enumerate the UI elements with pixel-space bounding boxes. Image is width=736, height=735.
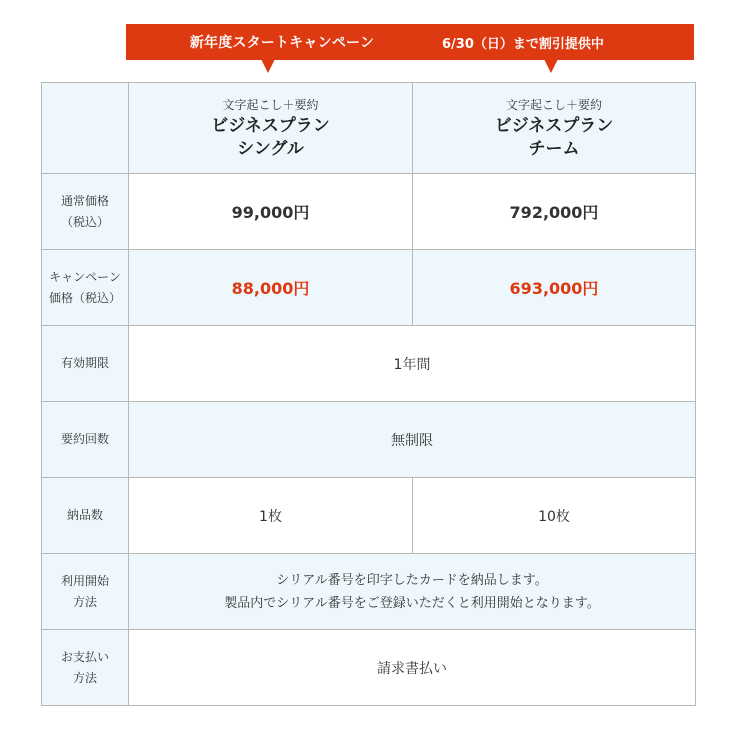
row-label-validity [42,326,129,402]
table-row [42,554,696,630]
row-label-line2: 方法 [72,670,97,685]
start-method-line1: シリアル番号を印字したカードを納品します。 [276,572,548,588]
summary-count-value: 無制限 [391,432,433,449]
row-label-payment [42,630,129,706]
regular-price-team: 792,000円 [509,203,599,222]
cell-payment [129,630,696,706]
plan-header-single [129,83,413,174]
banner-pointer-team [544,59,558,73]
row-label-line1: 通常価格 [60,193,109,208]
plan-name-line1: ビジネスプラン [494,116,614,136]
row-label-line2: （税込） [60,214,109,229]
campaign-banner [126,24,694,60]
row-label: 有効期限 [60,356,109,370]
campaign-deadline: 6/30（日）まで割引提供中 [442,36,604,52]
start-method-line2: 製品内でシリアル番号をご登録いただくと利用開始となります。 [224,595,600,611]
table-header-row [42,83,696,174]
row-label-line2: 方法 [72,594,97,609]
cell-summary-count [129,402,696,478]
delivery-count-team: 10枚 [538,508,570,525]
row-label-delivery-count [42,478,129,554]
cell-campaign-price-single [129,250,413,326]
validity-value: 1年間 [393,356,431,373]
cell-regular-price-team [413,174,696,250]
plan-subtitle: 文字起こし＋要約 [222,98,319,112]
row-label-campaign-price [42,250,129,326]
row-label-line2: 価格（税込） [48,290,121,305]
cell-delivery-team [413,478,696,554]
table-row [42,250,696,326]
row-label-line1: お支払い [60,649,109,664]
cell-regular-price-single [129,174,413,250]
campaign-price-single: 88,000円 [231,279,310,298]
cell-validity [129,326,696,402]
plan-name-line2: シングル [237,139,304,159]
table-row [42,174,696,250]
plan-comparison-table [41,82,696,706]
cell-campaign-price-team [413,250,696,326]
plan-subtitle: 文字起こし＋要約 [505,98,602,112]
table-row [42,326,696,402]
campaign-title: 新年度スタートキャンペーン [189,35,375,51]
row-label-regular-price [42,174,129,250]
row-label: 要約回数 [60,432,109,446]
delivery-count-single: 1枚 [259,508,282,525]
cell-delivery-single [129,478,413,554]
row-label: 納品数 [66,508,103,522]
table-row [42,478,696,554]
plan-header-team [413,83,696,174]
row-label-line1: 利用開始 [60,573,109,588]
header-corner-cell [42,83,129,174]
regular-price-single: 99,000円 [231,203,310,222]
row-label-start-method [42,554,129,630]
payment-value: 請求書払い [377,660,447,677]
plan-name-line1: ビジネスプラン [211,116,330,136]
banner-pointer-single [261,59,275,73]
row-label-line1: キャンペーン [49,269,121,284]
campaign-price-team: 693,000円 [509,279,599,298]
row-label-summary-count [42,402,129,478]
cell-start-method [129,554,696,630]
table-row [42,630,696,706]
plan-name-line2: チーム [528,139,580,159]
table-row [42,402,696,478]
